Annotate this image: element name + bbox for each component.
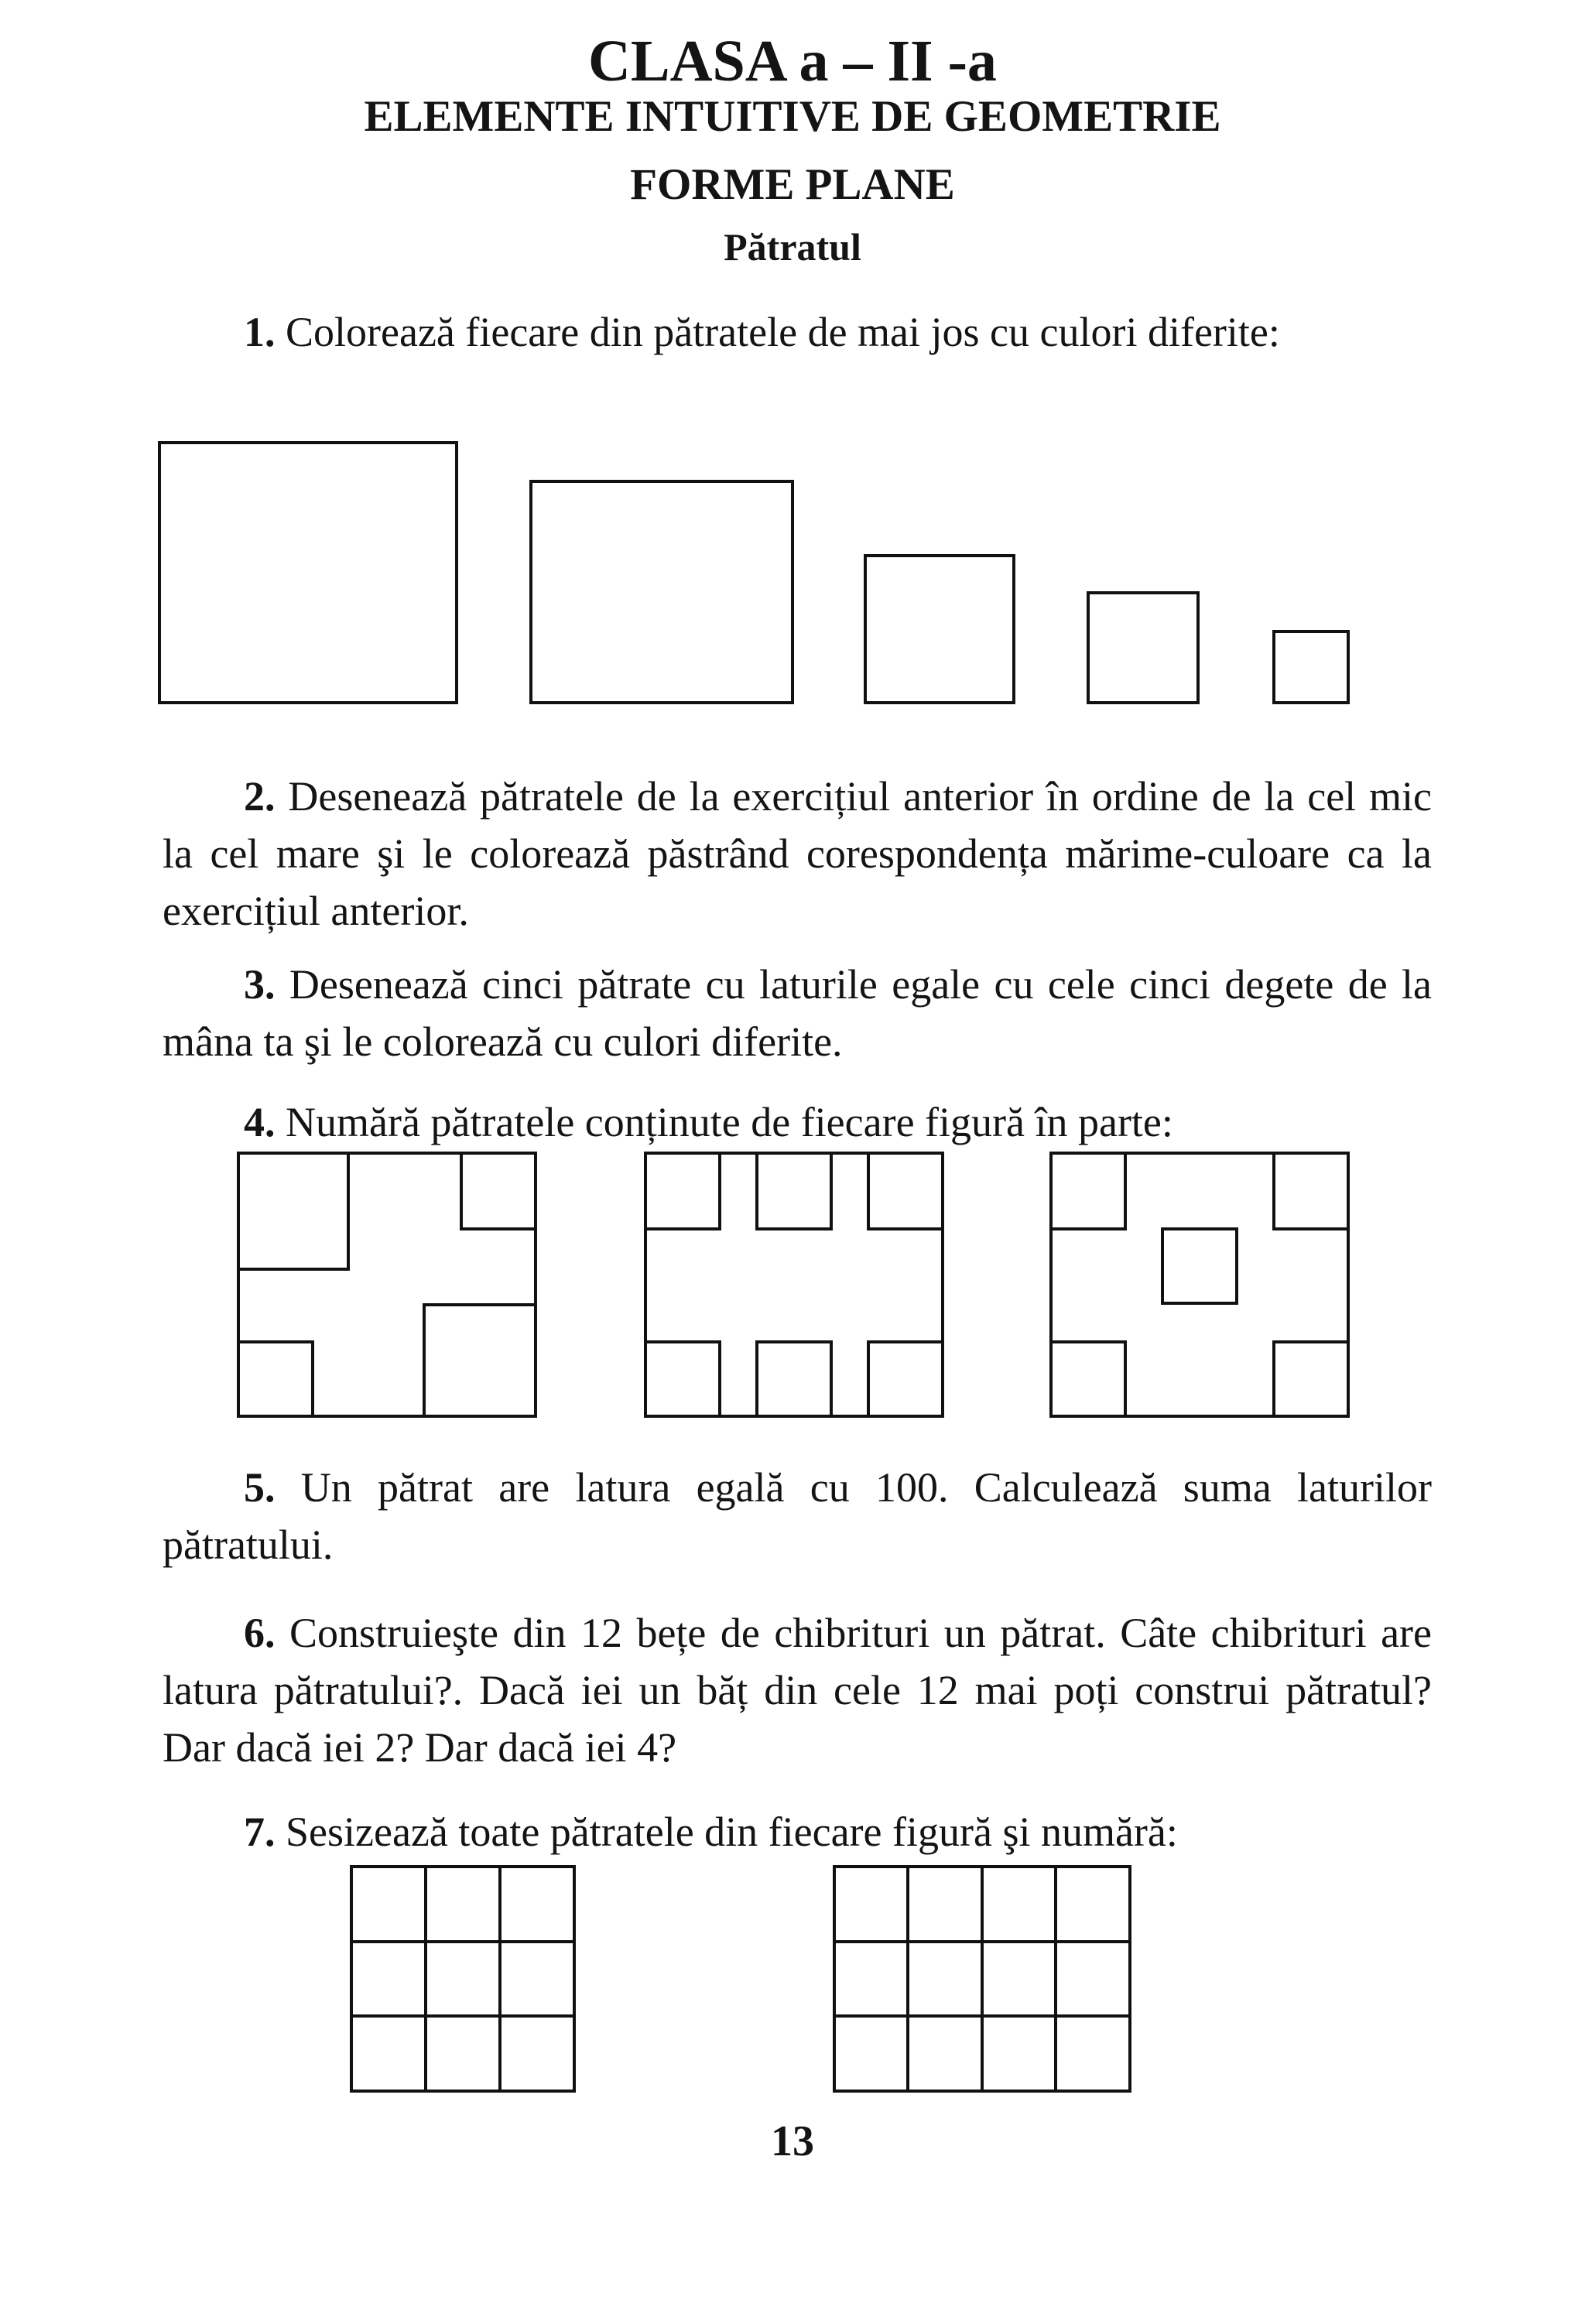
figure-outline (238, 1153, 536, 1416)
exercise-text: Desenează pătratele de la exercițiul anterior în ordine de la cel mic la cel mare şi le colorează păstrând corespondența mărime-culoare ca la exercițiul anterior. (163, 773, 1432, 934)
inner-square-top-left (238, 1153, 348, 1269)
exercise-number: 5. (244, 1464, 276, 1511)
exercise-text: Construieşte din 12 bețe de chibrituri un pătrat. Câte chibrituri are latura pătratului?. Dacă iei un băț din cele 12 mai poți construi pătratul? Dar dacă iei 2? Dar dacă iei 4? (163, 1610, 1432, 1771)
section-title: FORME PLANE (630, 160, 955, 209)
inner-square-top-left (1051, 1153, 1125, 1229)
figure-outline (1051, 1153, 1348, 1416)
inner-square-top-1 (645, 1153, 720, 1229)
exercise-text: Numără pătratele conținute de fiecare figură în parte: (286, 1099, 1173, 1145)
inner-square-top-3 (868, 1153, 943, 1229)
inner-square-bottom-left (238, 1342, 313, 1416)
page-number: 13 (771, 2117, 814, 2165)
exercise-number: 1. (244, 309, 276, 355)
square-medium (865, 556, 1014, 703)
inner-square-bottom-1 (645, 1342, 720, 1416)
exercise-4-figure-2 (645, 1153, 943, 1416)
inner-square-center (1162, 1229, 1237, 1303)
exercise-text: Sesizează toate pătratele din fiecare figură şi numără: (286, 1809, 1178, 1855)
exercise-number: 4. (244, 1099, 276, 1145)
exercise-4-figure-1 (238, 1153, 536, 1416)
exercise-text: Colorează fiecare din pătratele de mai jos cu culori diferite: (286, 309, 1280, 355)
exercise-text: Un pătrat are latura egală cu 100. Calculează suma laturilor pătratului. (163, 1464, 1432, 1568)
topic-title: Pătratul (724, 225, 861, 269)
square-small (1088, 593, 1198, 703)
figure-outline (645, 1153, 943, 1416)
inner-square-top-right (1274, 1153, 1348, 1229)
exercise-number: 7. (244, 1809, 276, 1855)
square-large (531, 481, 792, 703)
square-xlarge (159, 443, 457, 703)
class-title: CLASA a – II -a (588, 29, 997, 94)
inner-square-top-right (461, 1153, 536, 1229)
exercise-text: Desenează cinci pătrate cu laturile egale cu cele cinci degete de la mâna ta şi le colorează cu culori diferite. (163, 961, 1433, 1065)
inner-square-top-2 (757, 1153, 831, 1229)
inner-square-bottom-right (1274, 1342, 1348, 1416)
exercise-number: 6. (244, 1610, 276, 1656)
exercise-1-squares (159, 443, 1348, 703)
square-xsmall (1274, 631, 1348, 703)
grid-outline (351, 1867, 574, 2091)
inner-square-bottom-left (1051, 1342, 1125, 1416)
chapter-title: ELEMENTE INTUITIVE DE GEOMETRIE (364, 92, 1221, 141)
exercise-4-figure-3 (1051, 1153, 1348, 1416)
exercise-number: 3. (244, 961, 276, 1008)
exercise-7-grid-3x3 (351, 1867, 574, 2091)
inner-square-bottom-right (424, 1305, 536, 1416)
inner-square-bottom-2 (757, 1342, 831, 1416)
exercise-number: 2. (244, 773, 276, 820)
exercise-7-grid-4x3 (834, 1867, 1130, 2091)
inner-square-bottom-3 (868, 1342, 943, 1416)
